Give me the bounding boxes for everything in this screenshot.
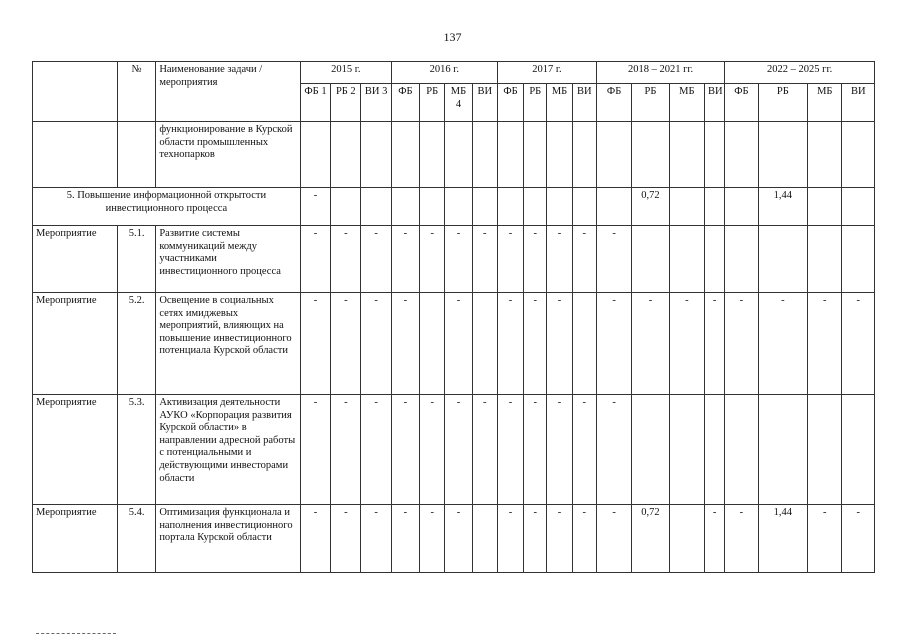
value-cell: - [472,395,497,505]
value-cell [842,395,875,505]
value-cell: - [331,505,361,573]
value-cell [669,395,704,505]
value-cell [725,395,758,505]
value-cell [725,226,758,293]
type-cell: Мероприятие [33,293,118,395]
value-cell [391,188,419,226]
value-cell [758,395,808,505]
fund-header: ФБ [391,84,419,122]
value-cell: - [572,226,596,293]
value-cell: - [361,226,391,293]
value-cell: - [725,293,758,395]
value-cell [596,122,631,188]
value-cell: - [705,505,725,573]
period-header: 2018 – 2021 гг. [596,62,724,84]
fund-header: МБ 4 [445,84,472,122]
num-cell: 5.3. [117,395,155,505]
value-cell [842,188,875,226]
value-cell: - [524,395,547,505]
value-cell [300,122,330,188]
table-row [33,226,875,293]
value-cell: - [524,293,547,395]
value-cell [725,122,758,188]
fund-header: РБ [524,84,547,122]
value-cell: - [632,293,669,395]
value-cell: - [842,505,875,573]
value-cell [705,188,725,226]
value-cell [842,226,875,293]
value-cell [472,293,497,395]
value-cell [758,122,808,188]
period-header: 2017 г. [497,62,596,84]
section-title: 5. Повышение информационной открытости инвестиционного процесса [33,188,301,226]
value-cell [808,188,842,226]
value-cell: - [808,505,842,573]
value-cell [669,505,704,573]
value-cell: - [497,395,523,505]
value-cell [391,122,419,188]
page-number: 137 [443,30,462,44]
value-cell [842,122,875,188]
type-header [33,62,118,122]
value-cell: - [445,395,472,505]
fund-header: ФБ [596,84,631,122]
value-cell: - [391,395,419,505]
value-cell: - [361,505,391,573]
value-cell [420,122,445,188]
fund-header: МБ [547,84,572,122]
value-cell: - [331,226,361,293]
value-cell: - [331,395,361,505]
name-cell: Освещение в социальных сетях имиджевых мероприятий, влияющих на повышение инвестиционного потенциала Курской области [156,293,301,395]
continuation-row [33,122,875,188]
fund-header: ВИ [472,84,497,122]
value-cell [497,188,523,226]
value-cell: - [572,505,596,573]
value-cell [361,188,391,226]
value-cell [705,395,725,505]
value-cell: - [497,293,523,395]
section-row [33,188,875,226]
value-cell: 0,72 [632,505,669,573]
value-cell: - [331,293,361,395]
value-cell: - [547,226,572,293]
value-cell [472,122,497,188]
value-cell: - [361,293,391,395]
value-cell: - [547,505,572,573]
value-cell [445,122,472,188]
value-cell [705,226,725,293]
value-cell [669,122,704,188]
type-cell: Мероприятие [33,395,118,505]
fund-header: ВИ [842,84,875,122]
value-cell [497,122,523,188]
value-cell [445,188,472,226]
value-cell [420,188,445,226]
fund-header: РБ 2 [331,84,361,122]
value-cell [547,122,572,188]
value-cell [705,122,725,188]
fund-header: РБ [632,84,669,122]
table-row [33,395,875,505]
fund-header: РБ [420,84,445,122]
value-cell: - [808,293,842,395]
table-row [33,293,875,395]
value-cell: - [669,293,704,395]
name-header: Наименование задачи / мероприятия [156,62,301,122]
value-cell [758,226,808,293]
num-cell [117,122,155,188]
value-cell: - [596,293,631,395]
value-cell: - [572,395,596,505]
value-cell [547,188,572,226]
value-cell [420,293,445,395]
value-cell [572,122,596,188]
value-cell: - [300,226,330,293]
value-cell: - [445,505,472,573]
num-cell: 5.2. [117,293,155,395]
value-cell [632,395,669,505]
fund-header: МБ [808,84,842,122]
value-cell [632,122,669,188]
value-cell [632,226,669,293]
name-cell: Активизация деятельности АУКО «Корпорация развития Курской области» в направлении адресной работы с потенциальными и действующими инвесторами области [156,395,301,505]
value-cell: - [547,293,572,395]
period-header: 2015 г. [300,62,391,84]
period-header: 2022 – 2025 гг. [725,62,875,84]
value-cell: - [497,226,523,293]
value-cell [472,505,497,573]
value-cell: 0,72 [632,188,669,226]
value-cell: - [596,505,631,573]
name-cell: функционирование в Курской области промышленных технопарков [156,122,301,188]
value-cell [669,188,704,226]
value-cell: - [725,505,758,573]
footer-rule [36,633,116,637]
fund-header: ФБ [497,84,523,122]
value-cell: - [524,226,547,293]
value-cell [808,226,842,293]
num-cell: 5.1. [117,226,155,293]
value-cell [524,122,547,188]
value-cell: - [391,293,419,395]
value-cell: 1,44 [758,505,808,573]
period-header: 2016 г. [391,62,497,84]
value-cell [472,188,497,226]
num-cell: 5.4. [117,505,155,573]
type-cell [33,122,118,188]
value-cell [331,122,361,188]
type-cell: Мероприятие [33,505,118,573]
value-cell: - [705,293,725,395]
table-row [33,505,875,573]
fund-header: ВИ [705,84,725,122]
value-cell: - [497,505,523,573]
value-cell: - [842,293,875,395]
value-cell [572,188,596,226]
program-table [32,61,875,573]
value-cell [524,188,547,226]
value-cell [669,226,704,293]
value-cell [725,188,758,226]
name-cell: Оптимизация функционала и наполнения инвестиционного портала Курской области [156,505,301,573]
fund-header: ВИ 3 [361,84,391,122]
fund-header: ВИ [572,84,596,122]
value-cell: - [391,505,419,573]
type-cell: Мероприятие [33,226,118,293]
value-cell [596,188,631,226]
num-header: № [117,62,155,122]
value-cell: - [445,226,472,293]
value-cell: - [420,226,445,293]
value-cell [361,122,391,188]
fund-header: ФБ 1 [300,84,330,122]
value-cell: - [547,395,572,505]
value-cell: - [420,505,445,573]
value-cell: - [391,226,419,293]
value-cell: - [472,226,497,293]
value-cell: - [300,505,330,573]
value-cell: - [758,293,808,395]
value-cell: - [300,188,330,226]
value-cell: - [300,395,330,505]
value-cell [572,293,596,395]
fund-header: ФБ [725,84,758,122]
value-cell: - [361,395,391,505]
value-cell: - [596,226,631,293]
name-cell: Развитие системы коммуникаций между участниками инвестиционного процесса [156,226,301,293]
value-cell: - [445,293,472,395]
fund-header: МБ [669,84,704,122]
value-cell [808,395,842,505]
value-cell: - [300,293,330,395]
value-cell: 1,44 [758,188,808,226]
value-cell: - [596,395,631,505]
value-cell [331,188,361,226]
value-cell [808,122,842,188]
value-cell: - [420,395,445,505]
value-cell: - [524,505,547,573]
fund-header: РБ [758,84,808,122]
